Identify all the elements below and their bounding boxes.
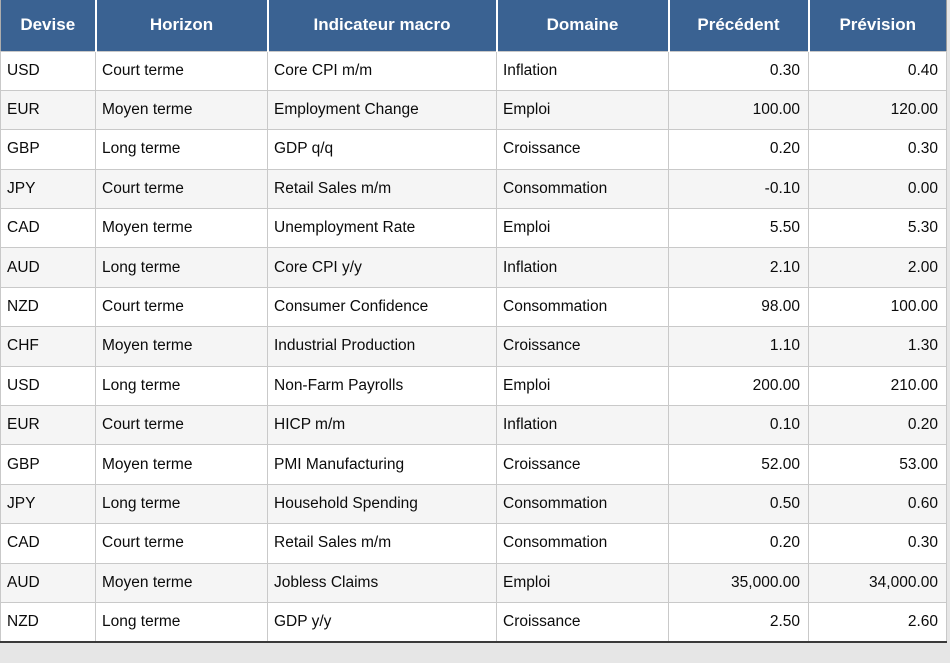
cell: Long terme — [96, 248, 268, 287]
cell: 0.20 — [809, 406, 947, 445]
cell: 0.40 — [809, 51, 947, 90]
column-header: Domaine — [497, 0, 669, 51]
cell: 200.00 — [669, 366, 809, 405]
cell: Long terme — [96, 602, 268, 641]
cell: Emploi — [497, 563, 669, 602]
cell: CAD — [1, 524, 96, 563]
cell: Inflation — [497, 248, 669, 287]
cell: Croissance — [497, 130, 669, 169]
cell: 1.10 — [669, 327, 809, 366]
cell: USD — [1, 51, 96, 90]
cell: GBP — [1, 130, 96, 169]
cell: Consommation — [497, 524, 669, 563]
table-row — [1, 248, 947, 287]
cell: Emploi — [497, 209, 669, 248]
table-row — [1, 563, 947, 602]
column-header: Indicateur macro — [268, 0, 497, 51]
cell: Retail Sales m/m — [268, 169, 497, 208]
table-row — [1, 209, 947, 248]
table-row — [1, 327, 947, 366]
cell: Emploi — [497, 366, 669, 405]
cell: JPY — [1, 484, 96, 523]
cell: Moyen terme — [96, 209, 268, 248]
cell: 2.50 — [669, 602, 809, 641]
cell: AUD — [1, 563, 96, 602]
cell: Moyen terme — [96, 327, 268, 366]
table-row — [1, 602, 947, 641]
column-header: Horizon — [96, 0, 268, 51]
table-row — [1, 130, 947, 169]
cell: 5.50 — [669, 209, 809, 248]
cell: HICP m/m — [268, 406, 497, 445]
cell: GDP q/q — [268, 130, 497, 169]
cell: Court terme — [96, 406, 268, 445]
cell: EUR — [1, 90, 96, 129]
cell: 100.00 — [809, 287, 947, 326]
cell: Employment Change — [268, 90, 497, 129]
cell: AUD — [1, 248, 96, 287]
cell: Inflation — [497, 406, 669, 445]
header-row — [1, 0, 947, 51]
table-body — [1, 51, 947, 642]
cell: Consumer Confidence — [268, 287, 497, 326]
cell: 0.50 — [669, 484, 809, 523]
cell: USD — [1, 366, 96, 405]
cell: Core CPI y/y — [268, 248, 497, 287]
table-header — [1, 0, 947, 51]
cell: 0.30 — [669, 51, 809, 90]
cell: Moyen terme — [96, 563, 268, 602]
cell: 0.00 — [809, 169, 947, 208]
cell: Consommation — [497, 484, 669, 523]
cell: Unemployment Rate — [268, 209, 497, 248]
cell: 120.00 — [809, 90, 947, 129]
cell: 2.10 — [669, 248, 809, 287]
cell: Non-Farm Payrolls — [268, 366, 497, 405]
table-row — [1, 366, 947, 405]
cell: 0.30 — [809, 130, 947, 169]
table-row — [1, 287, 947, 326]
cell: Long terme — [96, 484, 268, 523]
cell: Long terme — [96, 366, 268, 405]
cell: NZD — [1, 287, 96, 326]
cell: Croissance — [497, 602, 669, 641]
cell: Moyen terme — [96, 445, 268, 484]
cell: 0.20 — [669, 130, 809, 169]
cell: Court terme — [96, 287, 268, 326]
cell: 100.00 — [669, 90, 809, 129]
cell: NZD — [1, 602, 96, 641]
cell: 1.30 — [809, 327, 947, 366]
cell: 98.00 — [669, 287, 809, 326]
cell: JPY — [1, 169, 96, 208]
cell: 2.60 — [809, 602, 947, 641]
cell: Emploi — [497, 90, 669, 129]
cell: 35,000.00 — [669, 563, 809, 602]
cell: Croissance — [497, 327, 669, 366]
cell: GBP — [1, 445, 96, 484]
cell: -0.10 — [669, 169, 809, 208]
table-row — [1, 169, 947, 208]
cell: Core CPI m/m — [268, 51, 497, 90]
table-row — [1, 524, 947, 563]
cell: 0.20 — [669, 524, 809, 563]
cell: Retail Sales m/m — [268, 524, 497, 563]
cell: Court terme — [96, 524, 268, 563]
table-row — [1, 51, 947, 90]
table-row — [1, 90, 947, 129]
cell: 52.00 — [669, 445, 809, 484]
cell: 0.10 — [669, 406, 809, 445]
cell: CHF — [1, 327, 96, 366]
cell: CAD — [1, 209, 96, 248]
cell: Long terme — [96, 130, 268, 169]
column-header: Précédent — [669, 0, 809, 51]
column-header: Devise — [1, 0, 96, 51]
cell: Croissance — [497, 445, 669, 484]
cell: Jobless Claims — [268, 563, 497, 602]
cell: Consommation — [497, 169, 669, 208]
cell: 2.00 — [809, 248, 947, 287]
table-row — [1, 406, 947, 445]
cell: 0.30 — [809, 524, 947, 563]
cell: Inflation — [497, 51, 669, 90]
column-header: Prévision — [809, 0, 947, 51]
cell: Household Spending — [268, 484, 497, 523]
cell: Industrial Production — [268, 327, 497, 366]
cell: Court terme — [96, 51, 268, 90]
cell: Moyen terme — [96, 90, 268, 129]
cell: GDP y/y — [268, 602, 497, 641]
cell: EUR — [1, 406, 96, 445]
cell: 210.00 — [809, 366, 947, 405]
cell: 0.60 — [809, 484, 947, 523]
cell: PMI Manufacturing — [268, 445, 497, 484]
cell: 34,000.00 — [809, 563, 947, 602]
cell: Consommation — [497, 287, 669, 326]
cell: Court terme — [96, 169, 268, 208]
cell: 5.30 — [809, 209, 947, 248]
cell: 53.00 — [809, 445, 947, 484]
table-row — [1, 484, 947, 523]
table-row — [1, 445, 947, 484]
